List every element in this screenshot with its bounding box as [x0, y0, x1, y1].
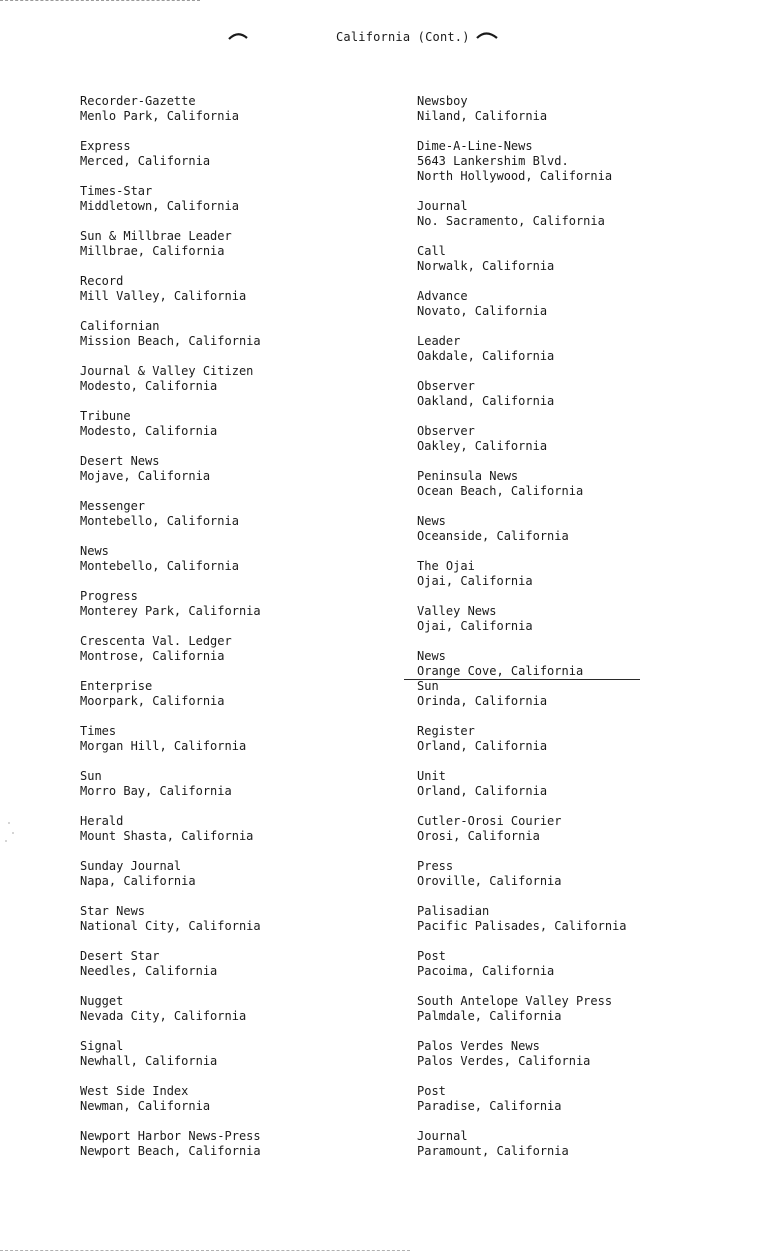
- newspaper-name: Star News: [80, 904, 146, 918]
- newspaper-name: Sun: [417, 679, 439, 693]
- newspaper-name: News: [417, 649, 446, 663]
- newspaper-name: Journal: [417, 199, 468, 213]
- left-arc-mark-icon: [227, 30, 249, 40]
- newspaper-location: Orland, California: [417, 784, 548, 798]
- newspaper-name: Enterprise: [80, 679, 153, 693]
- newspaper-location: Morgan Hill, California: [80, 739, 247, 753]
- list-item: [80, 319, 261, 364]
- newspaper-name: Journal & Valley Citizen: [80, 364, 254, 378]
- newspaper-location: Mission Beach, California: [80, 334, 261, 348]
- newspaper-location: Paramount, California: [417, 1144, 569, 1158]
- newspaper-name: Post: [417, 949, 446, 963]
- newspaper-location: Oakland, California: [417, 394, 555, 408]
- newspaper-name: Journal: [417, 1129, 468, 1143]
- newspaper-location: Oakdale, California: [417, 349, 555, 363]
- newspaper-name: Progress: [80, 589, 138, 603]
- newspaper-name: Cutler-Orosi Courier: [417, 814, 562, 828]
- newspaper-location: Mill Valley, California: [80, 289, 247, 303]
- newspaper-name: Sunday Journal: [80, 859, 182, 873]
- newspaper-name: Crescenta Val. Ledger: [80, 634, 232, 648]
- newspaper-location: Orosi, California: [417, 829, 540, 843]
- newspaper-name: Californian: [80, 319, 160, 333]
- newspaper-location: Pacific Palisades, California: [417, 919, 627, 933]
- newspaper-name: Messenger: [80, 499, 146, 513]
- newspaper-location: Orland, California: [417, 739, 548, 753]
- list-item: [417, 604, 627, 649]
- newspaper-location: Orinda, California: [417, 694, 548, 708]
- newspaper-location: Palmdale, California: [417, 1009, 562, 1023]
- scan-speck: [12, 832, 14, 834]
- newspaper-name: Palisadian: [417, 904, 490, 918]
- newspaper-location: Millbrae, California: [80, 244, 225, 258]
- top-edge-dash-line: [0, 0, 200, 1]
- newspaper-location: Ocean Beach, California: [417, 484, 584, 498]
- newspaper-name: Signal: [80, 1039, 124, 1053]
- newspaper-location: Mount Shasta, California: [80, 829, 254, 843]
- list-item: [417, 1039, 627, 1084]
- newspaper-name: Leader: [417, 334, 461, 348]
- list-item: [417, 859, 627, 904]
- list-item: [417, 994, 627, 1039]
- page-header: California (Cont.): [336, 30, 470, 44]
- newspaper-name: Newport Harbor News-Press: [80, 1129, 261, 1143]
- list-item: [80, 409, 261, 454]
- list-item: [417, 469, 627, 514]
- newspaper-location: Newhall, California: [80, 1054, 218, 1068]
- newspaper-location: Pacoima, California: [417, 964, 555, 978]
- list-item: [80, 904, 261, 949]
- newspaper-name: Sun & Millbrae Leader: [80, 229, 232, 243]
- newspaper-name: Advance: [417, 289, 468, 303]
- list-item: [417, 559, 627, 604]
- list-item: [80, 814, 261, 859]
- list-item: [417, 769, 627, 814]
- list-item: [80, 634, 261, 679]
- right-column-list: [417, 94, 627, 1174]
- right-arc-mark-icon: [476, 29, 498, 39]
- handwritten-underline-divider: [404, 679, 640, 680]
- list-item: [80, 1084, 261, 1129]
- list-item: [80, 724, 261, 769]
- scan-speck: [5, 840, 7, 842]
- list-item: [80, 229, 261, 274]
- newspaper-location: Middletown, California: [80, 199, 239, 213]
- newspaper-location: Ojai, California: [417, 619, 533, 633]
- newspaper-location: Orange Cove, California: [417, 664, 584, 678]
- newspaper-name: Times: [80, 724, 117, 738]
- list-item: [417, 1084, 627, 1129]
- newspaper-location: Modesto, California: [80, 379, 218, 393]
- list-item: [417, 1129, 627, 1174]
- newspaper-location: Norwalk, California: [417, 259, 555, 273]
- list-item: [80, 364, 261, 409]
- list-item: [80, 94, 261, 139]
- newspaper-name: The Ojai: [417, 559, 475, 573]
- newspaper-location: Niland, California: [417, 109, 548, 123]
- newspaper-name: Tribune: [80, 409, 131, 423]
- list-item: [80, 1039, 261, 1084]
- newspaper-name: Recorder-Gazette: [80, 94, 196, 108]
- newspaper-name: Express: [80, 139, 131, 153]
- newspaper-name: Register: [417, 724, 475, 738]
- list-item: [80, 589, 261, 634]
- newspaper-name: Dime-A-Line-News: [417, 139, 533, 153]
- newspaper-location: Oroville, California: [417, 874, 562, 888]
- newspaper-name: South Antelope Valley Press: [417, 994, 613, 1008]
- list-item: [80, 184, 261, 229]
- list-item: [80, 1129, 261, 1174]
- list-item: [417, 334, 627, 379]
- newspaper-location: Montrose, California: [80, 649, 225, 663]
- newspaper-name: Observer: [417, 424, 475, 438]
- newspaper-location: Needles, California: [80, 964, 218, 978]
- newspaper-name: Nugget: [80, 994, 124, 1008]
- newspaper-name: Desert Star: [80, 949, 160, 963]
- newspaper-location: No. Sacramento, California: [417, 214, 605, 228]
- newspaper-location: Palos Verdes, California: [417, 1054, 591, 1068]
- newspaper-address: 5643 Lankershim Blvd.: [417, 154, 569, 168]
- newspaper-location: Oakley, California: [417, 439, 548, 453]
- newspaper-name: Herald: [80, 814, 124, 828]
- list-item: [417, 244, 627, 289]
- newspaper-name: Valley News: [417, 604, 497, 618]
- newspaper-location: Menlo Park, California: [80, 109, 239, 123]
- newspaper-location: Oceanside, California: [417, 529, 569, 543]
- newspaper-location: Monterey Park, California: [80, 604, 261, 618]
- list-item: [80, 859, 261, 904]
- newspaper-name: Times-Star: [80, 184, 153, 198]
- list-item: [80, 454, 261, 499]
- list-item: [417, 379, 627, 424]
- newspaper-location: Moorpark, California: [80, 694, 225, 708]
- newspaper-name: Palos Verdes News: [417, 1039, 540, 1053]
- newspaper-location: Newport Beach, California: [80, 1144, 261, 1158]
- list-item: [417, 514, 627, 559]
- newspaper-name: Newsboy: [417, 94, 468, 108]
- newspaper-location: Morro Bay, California: [80, 784, 232, 798]
- list-item: [80, 994, 261, 1039]
- newspaper-location: Novato, California: [417, 304, 548, 318]
- list-item: [80, 679, 261, 724]
- list-item: [417, 289, 627, 334]
- list-item: [80, 139, 261, 184]
- list-item: [417, 949, 627, 994]
- newspaper-location: North Hollywood, California: [417, 169, 613, 183]
- newspaper-name: West Side Index: [80, 1084, 189, 1098]
- newspaper-location: Modesto, California: [80, 424, 218, 438]
- newspaper-name: Call: [417, 244, 446, 258]
- newspaper-name: Sun: [80, 769, 102, 783]
- newspaper-location: Montebello, California: [80, 559, 239, 573]
- newspaper-location: Ojai, California: [417, 574, 533, 588]
- left-column-list: [80, 94, 261, 1174]
- list-item: [80, 544, 261, 589]
- newspaper-name: Observer: [417, 379, 475, 393]
- bottom-edge-dash-line: [0, 1250, 410, 1251]
- newspaper-name: News: [417, 514, 446, 528]
- list-item: [417, 649, 627, 679]
- list-item: [80, 274, 261, 319]
- newspaper-name: News: [80, 544, 109, 558]
- list-item: [417, 679, 627, 724]
- list-item: [417, 904, 627, 949]
- newspaper-location: Paradise, California: [417, 1099, 562, 1113]
- list-item: [417, 724, 627, 769]
- newspaper-location: Merced, California: [80, 154, 211, 168]
- list-item: [417, 139, 627, 199]
- list-item: [80, 769, 261, 814]
- newspaper-name: Press: [417, 859, 454, 873]
- list-item: [417, 814, 627, 859]
- newspaper-name: Record: [80, 274, 124, 288]
- newspaper-location: Newman, California: [80, 1099, 211, 1113]
- newspaper-name: Peninsula News: [417, 469, 519, 483]
- newspaper-name: Post: [417, 1084, 446, 1098]
- newspaper-name: Unit: [417, 769, 446, 783]
- list-item: [80, 499, 261, 544]
- list-item: [417, 424, 627, 469]
- newspaper-location: Nevada City, California: [80, 1009, 247, 1023]
- list-item: [417, 94, 627, 139]
- list-item: [417, 199, 627, 244]
- list-item: [80, 949, 261, 994]
- scan-speck: [8, 822, 10, 824]
- newspaper-name: Desert News: [80, 454, 160, 468]
- newspaper-location: Mojave, California: [80, 469, 211, 483]
- newspaper-location: Montebello, California: [80, 514, 239, 528]
- newspaper-location: Napa, California: [80, 874, 196, 888]
- newspaper-location: National City, California: [80, 919, 261, 933]
